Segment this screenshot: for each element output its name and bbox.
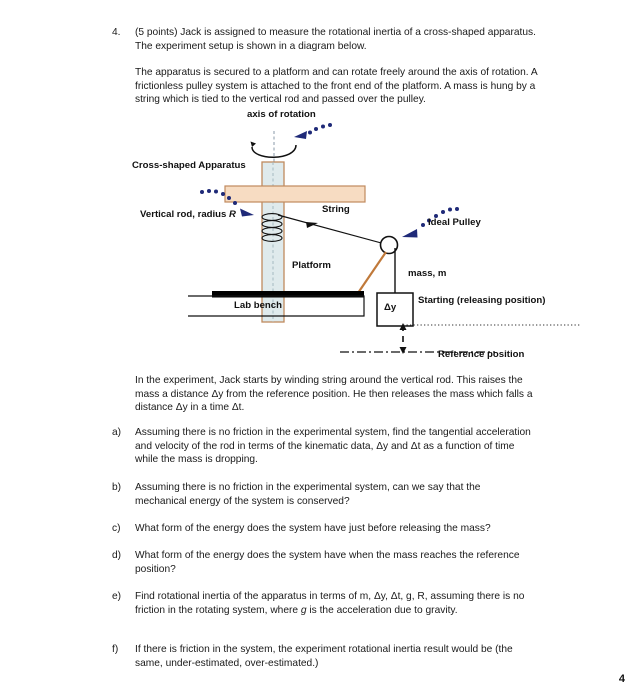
- string-line: [278, 215, 385, 244]
- label-string: String: [322, 204, 350, 215]
- problem-4-intro: [112, 26, 547, 107]
- subquestion-e-letter: e): [112, 591, 122, 602]
- subquestion-c-letter: c): [112, 523, 121, 534]
- label-reference-position: Reference position: [438, 349, 525, 360]
- problem-intro-paragraph-1: (5 points) Jack is assigned to measure the rotational inertia of a cross-shaped apparatus. The experiment setup is shown in a diagram below.: [135, 27, 536, 52]
- subquestion-e-text-post: is the acceleration due to gravity.: [306, 604, 458, 616]
- label-axis-of-rotation: axis of rotation: [247, 109, 316, 120]
- label-lab-bench: Lab bench: [234, 300, 282, 311]
- problem-number: 4.: [112, 27, 121, 38]
- pulley-support-arm: [358, 252, 386, 293]
- diagram-svg: [0, 105, 625, 370]
- label-delta-y: Δy: [384, 302, 397, 313]
- vertical-rod-pointer-arrow: [196, 185, 276, 227]
- delta-y-down-arrowhead: [400, 347, 407, 354]
- label-starting-position: Starting (releasing position): [418, 295, 546, 306]
- subquestion-e-text: [135, 590, 542, 617]
- subquestion-a-text: Assuming there is no friction in the experimental system, find the tangential acceleration and velocity of the rod in terms of the kinematic data, Δy and Δt as a function of time while the mass is dropping.: [135, 427, 531, 466]
- subquestion-a: [112, 426, 532, 467]
- subquestion-c-text: What form of the energy does the system have just before releasing the mass?: [135, 523, 491, 534]
- subquestion-b-text: Assuming there is no friction in the experimental system, can we say that the mechanical energy of the system is conserved?: [135, 482, 481, 507]
- experiment-paragraph: In the experiment, Jack starts by winding string around the vertical rod. This raises the mass a distance Δy from the reference position. He then releases the mass which falls a distance Δy in a time Δt.: [135, 375, 533, 414]
- subquestion-b: [112, 481, 532, 508]
- subquestion-f: [112, 643, 537, 670]
- label-platform: Platform: [292, 260, 331, 271]
- problem-intro-paragraph-2: The apparatus is secured to a platform and can rotate freely around the axis of rotation. A frictionless pulley system is attached to the front end of the platform. A mass is hung by a string which is tied to the vertical rod and passed over the pulley.: [135, 67, 538, 106]
- label-cross-shaped-apparatus: Cross-shaped Apparatus: [132, 160, 246, 171]
- experiment-diagram: [0, 105, 625, 370]
- label-vertical-rod-variable: R: [229, 209, 236, 220]
- subquestion-b-letter: b): [112, 482, 122, 493]
- page-number: 4: [618, 673, 625, 685]
- subquestion-a-letter: a): [112, 427, 122, 438]
- subquestion-f-letter: f): [112, 644, 119, 655]
- subquestion-c: [112, 522, 542, 536]
- experiment-paragraph-block: [135, 374, 547, 415]
- label-ideal-pulley: Ideal Pulley: [428, 217, 481, 228]
- rotation-curve-arrowhead: [251, 142, 257, 148]
- subquestion-d-text: What form of the energy does the system have when the mass reaches the reference position?: [135, 550, 520, 575]
- subquestion-d: [112, 549, 542, 576]
- axis-of-rotation-pointer-arrow: [294, 123, 332, 139]
- subquestion-e-variable: g: [300, 604, 307, 616]
- subquestion-d-letter: d): [112, 550, 122, 561]
- subquestion-f-text: If there is friction in the system, the experiment rotational inertia result would be (the same, under-estimated, over-estimated.): [135, 644, 513, 669]
- subquestion-e-text-pre: Find rotational inertia of the apparatus in terms of m, Δy, Δt, g, R, assuming there is no friction in the rotating system, where: [135, 591, 525, 616]
- label-mass: mass, m: [408, 268, 447, 279]
- label-vertical-rod-text: Vertical rod, radius: [140, 209, 230, 220]
- subquestion-e: [112, 590, 542, 617]
